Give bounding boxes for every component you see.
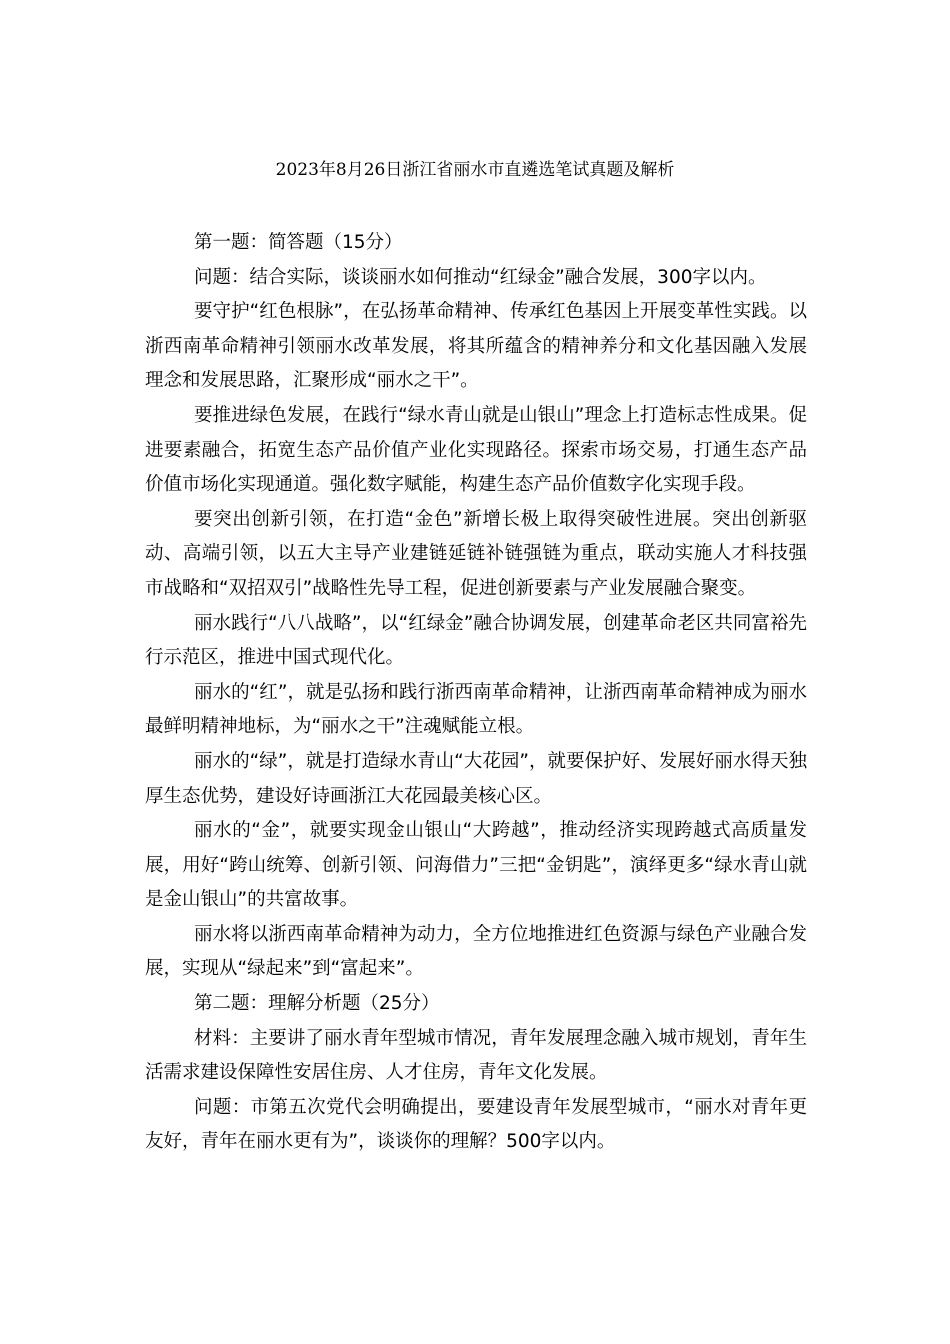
question-2-heading: 第二题：理解分析题（25分） (194, 993, 440, 1015)
answer-paragraph-gold: 要突出创新引领，在打造“金色”新增长极上取得突破性进展。突出创新驱动、高端引领，以五大主导产业建链延链补链强链为重点，联动实施人才科技强市战略和“双招双引”战略性先导工程，促进创新要素与产业发展融合聚变。 (145, 508, 807, 599)
answer-paragraph-gold-meaning: 丽水的“金”，就要实现金山银山“大跨越”，推动经济实现跨越式高质量发展，用好“跨山统筹、创新引领、问海借力”三把“金钥匙”，演绎更多“绿水青山就是金山银山”的共富故事。 (145, 820, 807, 911)
answer-paragraph-green: 要推进绿色发展，在践行“绿水青山就是山银山”理念上打造标志性成果。促进要素融合，拓宽生态产品价值产业化实现路径。探索市场交易，打通生态产品价值市场化实现通道。强化数字赋能，构建生态产品价值数字化实现手段。 (145, 404, 807, 496)
question-1-prompt: 问题：结合实际，谈谈丽水如何推动“红绿金”融合发展，300字以内。 (194, 266, 767, 288)
answer-paragraph-red: 要守护“红色根脉”，在弘扬革命精神、传承红色基因上开展变革性实践。以浙西南革命精神引领丽水改革发展，将其所蕴含的精神养分和文化基因融入发展理念和发展思路，汇聚形成“丽水之干”。 (145, 301, 807, 392)
answer-paragraph-summary: 丽水践行“八八战略”，以“红绿金”融合协调发展，创建革命老区共同富裕先行示范区，推进中国式现代化。 (145, 612, 807, 669)
document-title: 2023年8月26日浙江省丽水市直遴选笔试真题及解析 (275, 160, 675, 180)
document-body (145, 226, 807, 1160)
question-1-heading: 第一题：简答题（15分） (194, 232, 403, 253)
question-2-prompt: 问题：市第五次党代会明确提出，要建设青年发展型城市，“丽水对青年更友好，青年在丽水更有为”，谈谈你的理解？500字以内。 (145, 1096, 807, 1153)
answer-paragraph-green-meaning: 丽水的“绿”，就是打造绿水青山“大花园”，就要保护好、发展好丽水得天独厚生态优势，建设好诗画浙江大花园最美核心区。 (145, 750, 807, 807)
answer-paragraph-conclusion: 丽水将以浙西南革命精神为动力，全方位地推进红色资源与绿色产业融合发展，实现从“绿起来”到“富起来”。 (145, 923, 807, 980)
question-2-material: 材料：主要讲了丽水青年型城市情况，青年发展理念融入城市规划，青年生活需求建设保障性安居住房、人才住房，青年文化发展。 (145, 1027, 807, 1084)
answer-paragraph-red-meaning: 丽水的“红”，就是弘扬和践行浙西南革命精神，让浙西南革命精神成为丽水最鲜明精神地标，为“丽水之干”注魂赋能立根。 (145, 681, 807, 738)
